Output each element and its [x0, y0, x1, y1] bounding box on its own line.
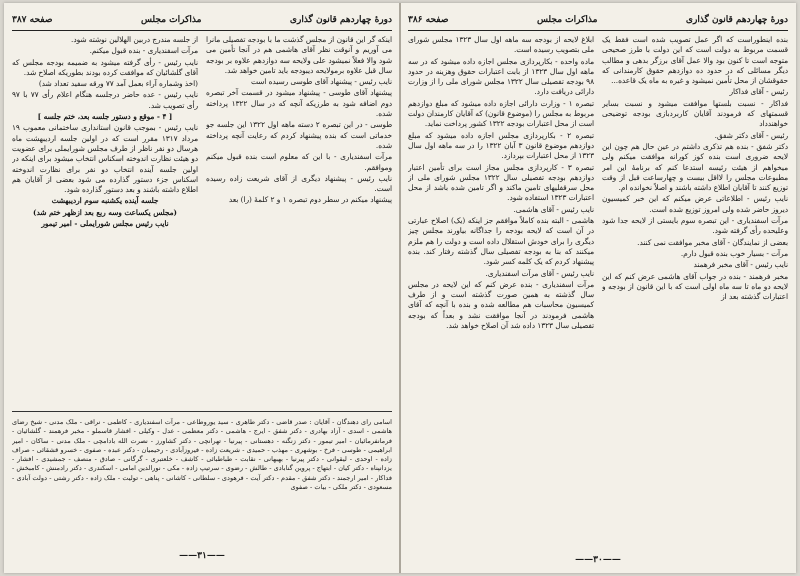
- speaker-paragraph: نایب رئیس - عده حاضر درجلسه هنگام اعلام رأی ۷۷ با ۹۷ رأی تصویب شد.: [12, 90, 198, 110]
- left-page-column-1: [206, 35, 392, 395]
- right-page: [408, 3, 788, 573]
- speaker-paragraph: مرآت اسفندیاری - این تبصره سوم بایستی از لایحه جدا شود وعلیحده رأی گرفته شود.: [602, 216, 788, 236]
- paragraph: از جلسه مندرج دربین الهلالین نوشته شود.: [71, 35, 198, 44]
- speaker-paragraph: نایب رئیس - بموجب قانون استانداری ساختمانی معموب ۱۹ مرداد ۱۳۱۷ مقرر است که در اولین جلسه اردیبهشت ماه هرسال دو نفر ناظر از طرف مجلس شورایملی برای عضویت دو هیئت نظارت اندوخته اسکناس انتخاب میشود برای اینکه در اولین جلسه آینده انتخاب دو نفر برای نظارت اندوخته اسکناس جزء دستور گذارده می شود بعضی از آقایان هم اطلاع داشته باشند و بعد دستور گذارده شود.: [12, 123, 198, 195]
- speaker-paragraph: تبصره ۲ - بکارپردازی مجلس اجازه داده میشود که مبلغ دوازدهم موضوع قانون ۳ آبان ۱۳۲۲ را در سه ماهه اول سال ۱۳۲۳ از محل اعتبارات بپردازد.: [408, 130, 594, 161]
- speaker-paragraph: تبصره ۳ - کارپردازی مجلس مجاز است برای تأمین اعتبار دوازدهم بودجه تفصیلی سال ۱۳۲۲ مجلس شورای ملی از محل سرقفلیهای تامین ماکند و اگر تامین شده باشد از محل اعتبارات ۱۳۲۳ استفاده شود.: [408, 162, 594, 203]
- paragraph: پیشنهاد میکنم در سطر دوم تبصره ۱ و ۲ کلمهٔ (را) بعد: [228, 195, 392, 205]
- right-page-title: مذاکرات مجلس: [536, 15, 598, 25]
- speaker-paragraph: پیشنهاد آقای طوسی - پیشنهاد میشود در قسمت آخر تبصره دوم اضافه شود به طرزیکه آنچه که در سال ۱۳۲۲ پرداخته شده.: [206, 88, 392, 119]
- paragraph: بنده اینطوراست که اگر عمل تصویب شده است فقط یک قسمت مربوط به دولت است که این دولت با طرز صحیحی متوجه است تا کنون بود والا عمل آقای برزگر بدهی و مطالب دیگر مسائلی که در حدود ده دوازدهم حقوق کارمندانی که حقوقشان از محل تأمین نمیشود و غیره به ماه یک قاعده...: [602, 35, 788, 86]
- paragraph: نایب رئیس - پیشنهاد آقای طوسی رسیده است: [250, 77, 392, 87]
- left-page-title: مذاکرات مجلس: [140, 15, 202, 25]
- speaker-paragraph: مرآت - بسیار خوب بنده قبول دارم.: [680, 248, 788, 258]
- left-page-footer: ——۳۱——: [179, 551, 225, 561]
- right-page-footer: ——۳۰——: [575, 555, 621, 565]
- left-page-number-label: صفحه ۳۸۷: [12, 15, 53, 25]
- speaker-paragraph: نایب رئیس - آقای مخبر فرهمند: [693, 260, 788, 270]
- section-heading: [ ۴ - موقع و دستور جلسه بعد، ختم جلسه ]: [37, 112, 173, 122]
- paragraph: مرآت اسفندیاری - بنده عرض کنم که این لایحه در مجلس سال گذشته به همین صورت گذشته است و از طرف کمیسیون محاسبات هم مطالعه شده و بنده با آنچه که آقای هاشمی فرمودند در آنجا موافقت نشد و بعداً که بودجه تفصیلی سال ۱۳۲۳ داده شد آن اصلاح خواهد شد.: [408, 279, 594, 331]
- section-heading: (مجلس یکساعت وسه ربع بعد ازظهر ختم شد): [33, 207, 177, 217]
- right-header-rule: [408, 30, 788, 31]
- left-page-columns: [12, 35, 392, 395]
- speaker-paragraph: نایب رئیس - آقای هاشمی.: [513, 204, 594, 214]
- book-spread: [4, 3, 796, 573]
- speaker-paragraph: بعضی از نمایندگان - آقای مخبر موافقت نمی کنند.: [637, 237, 788, 247]
- speaker-paragraph: مرآت اسفندیاری - بنده قبول میکنم.: [89, 46, 198, 56]
- paragraph: نایب رئیس - پیشنهاد دیگری از آقای شریعت زاده رسیده است.: [206, 173, 392, 194]
- paragraph: اینکه گر این قانون از مجلس گذشت ما با بودجه تفصیلی مانرا می آوریم و آنوقت نظر آقای هاشمی هم در آنجا تأمین می شود والا فعلاً نمیشود علی ولایحه سه دوازدهم علاوه بر بودجه سال قبل علاوه برمولایحه دیبودجه باید تامین خواهد شد.: [206, 35, 392, 75]
- left-page-number: ۳۱: [197, 551, 207, 561]
- left-page: [12, 3, 392, 573]
- paragraph: ابلاغ لایحه از بودجه سه ماهه اول سال ۱۳۲۳ مجلس شورای ملی بتصویب رسیده است.: [408, 35, 594, 55]
- speaker-paragraph: مخبر فرهمند - بنده در جواب آقای هاشمی عرض کنم که این لایحه دو ماه تا سه ماه اولی است که با این قانون از بودجه و اعتبارات گذشته بعد از: [602, 271, 788, 302]
- right-page-column-2: [408, 35, 594, 535]
- left-page-column-2: [12, 35, 198, 395]
- book-gutter: [399, 3, 401, 573]
- right-page-columns: [408, 35, 788, 535]
- speaker-paragraph: رئیس - آقای دکتر شفق.: [714, 130, 788, 140]
- speaker-paragraph: مرآت اسفندیاری - با این که معلوم است بنده قبول میکنم وموافقم.: [206, 152, 392, 172]
- speaker-paragraph: طوسی - در این تبصره ۲ دسته ماهه اول ۱۳۲۲ این جلسه جو خدماتی است که بنده پیشنهاد کردم که رعایت آنچه پرداخته شده.: [206, 120, 392, 150]
- section-heading: نایب رئیس مجلس شورایملی - امیر تیمور: [41, 219, 169, 229]
- section-heading: جلسه آینده یکشنبه سوم اردیبهشت: [51, 196, 159, 206]
- attendance-list: اسامی رای دهندگان - آقایان : صدر قاضی - دکتر طاهری - سید یوروطاعی - مرآت اسفندیاری - کاظمی - نراقی - ملک مدنی - شیخ رضای هاشمی - اسدی - آزاد بهادری - دکتر شفق - ایرج - هاشمی - دکتر معظمی - عدل - وکیلی - افشار قاسملو - مخبر فرهمند - گلشائیان - فرمانفرمائیان - امیر تیمور - دکتر زنگنه - دهستانی - پیرنیا - تهرانچی - دکتر کشاورز - نصرت الله بادامچی - ملک مدنی - ساکان - امیر ابراهیمی - طوسی - فرخ - بوشهری - مهذب - حمیدی - شریعت زاده - فیروزآبادی - رحیمیان - دکتر عبده - صفوی - خسرو قشقائی - صراف زاده - اوحدی - لیقوانی - دکتر پیرنیا - بهبهانی - نقابت - طباطبائی - کاشف - خلعتبری - گرگانی - صادق - منصف - جمشیدی - افشار - یزدانپناه - دکتر کیان - ابتهاج - پروین گنابادی - طالش - رضوی - سرتیپ زاده - مکی - نورالدین امامی - اسکندری - دکتر رادمنش - کامبخش - فداکار - امیر ارجمند - دکتر شفق - مقدم - دکتر آیت - فرهودی - سلطانی - کاشانی - پناهی - تولیت - ملک زاده - دکتر رشتی - دولت آبادی - مسعودی - دکتر ملکی - بیات - صفوی: [12, 411, 392, 536]
- speaker-paragraph: (اخذ وشماره آراء بعمل آمد ۷۷ ورقه سفید تعداد شد): [38, 79, 198, 89]
- speaker-paragraph: نایب رئیس - اطلاعاتی عرض میکنم که این خبر کمیسیون دیروز حاضر شده ولی امروز توزیع شده است.: [602, 194, 788, 214]
- speaker-paragraph: نایب رئیس - رأی گرفته میشود به ضمیمه بودجه مجلس که آقای گلشائیان که موافقت کرده بودند بطوریکه اصلاح شد.: [12, 57, 198, 77]
- right-page-header: [408, 11, 788, 29]
- speaker-paragraph: نایب رئیس - آقای مرآت اسفندیاری.: [485, 268, 594, 278]
- left-header-rule: [12, 30, 392, 31]
- right-page-number-label: صفحه ۳۸۶: [408, 15, 449, 25]
- left-page-subtitle: دورهٔ چهاردهم قانون گذاری: [289, 15, 392, 25]
- speaker-paragraph: هاشمی - البته بنده کاملاً موافقم جز اینکه (یک) اصلاح عبارتی در آن است که لایحه بودجه را جداگانه بیاورند مجلس چیز دیگری را برای خودش استقلال داده است و دولت را هم ملزم میکنند که بنا به بودجه تفصیلی سال گذشته رفتار کند. بنده پیشنهاد کردم که یک کلمه کسر شود.: [408, 216, 594, 267]
- speaker-paragraph: فداکار - نسبت بلستها موافقت میشود و نسبت بسایر قسمتهای که فرمودند آقایان کاربردبازی بودجه توضیحی خواهندداد: [602, 98, 788, 129]
- speaker-paragraph: رئیس - آقای فداکار: [729, 87, 788, 97]
- right-page-subtitle: دورهٔ چهاردهم قانون گذاری: [685, 15, 788, 25]
- right-page-number: ۳۰: [593, 555, 603, 565]
- right-page-column-1: [602, 35, 788, 535]
- speaker-paragraph: ماده واحده - بکارپردازی مجلس اجازه داده میشود که در سه ماهه اول سال ۱۳۲۳ از بابت اعتبارات حقوق وهزینه در حدود ۹۸ بودجه تفصیلی سال ۱۳۲۲ مجلس شورای ملی را از وزارت دارائی دریافت دارد.: [408, 56, 594, 97]
- left-page-header: [12, 11, 392, 29]
- speaker-paragraph: دکتر شفق - بنده هم تذکری داشتم در عین حال هم چون این لایحه ضروری است بنده کوز کورانه موافقت میکنم ولی میخواهم از هیئت رئیسه استدعا کنم که برنامهٔ این امر مطبوعات مجلس را لااقل بیست و چهارساعت قبل از وقت توزیع کنند تا آقایان اطلاع داشته باشند و اصلاً نخوانده ام.: [602, 141, 788, 193]
- speaker-paragraph: تبصره ۱ - وزارت دارائی اجازه داده میشود که مبلغ دوازدهم مربوط به مجلس را (موضوع قانون) که آقایان کارمندان دولت است از محل اعتبارات بودجه ۱۳۲۲ کشور پرداخت نماید.: [408, 98, 594, 129]
